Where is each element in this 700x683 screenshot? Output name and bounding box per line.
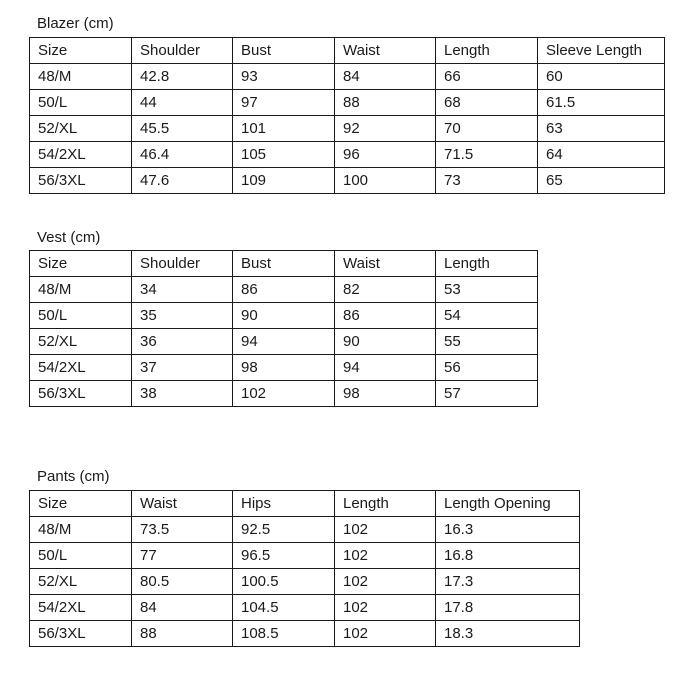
table-cell: 94 <box>233 329 335 355</box>
table-cell: 55 <box>436 329 538 355</box>
table-cell: 57 <box>436 381 538 407</box>
table-cell: 92 <box>335 116 436 142</box>
table-row <box>30 90 665 116</box>
table-cell: 102 <box>335 621 436 647</box>
table-row <box>30 168 665 194</box>
table-cell: 52/XL <box>30 116 132 142</box>
table-cell: 56/3XL <box>30 381 132 407</box>
table-cell: 100.5 <box>233 569 335 595</box>
table-cell: 109 <box>233 168 335 194</box>
column-header: Shoulder <box>132 38 233 64</box>
table-cell: 48/M <box>30 64 132 90</box>
table-cell: 80.5 <box>132 569 233 595</box>
table-cell: 54/2XL <box>30 595 132 621</box>
table-cell: 63 <box>538 116 665 142</box>
table-cell: 88 <box>132 621 233 647</box>
table-cell: 64 <box>538 142 665 168</box>
table-cell: 68 <box>436 90 538 116</box>
table-cell: 86 <box>233 277 335 303</box>
table-cell: 100 <box>335 168 436 194</box>
table-cell: 37 <box>132 355 233 381</box>
table-row <box>30 303 538 329</box>
table-row <box>30 142 665 168</box>
table-cell: 77 <box>132 543 233 569</box>
blazer-size-table <box>29 37 665 194</box>
column-header: Hips <box>233 491 335 517</box>
table-cell: 35 <box>132 303 233 329</box>
table-row <box>30 116 665 142</box>
table-cell: 54/2XL <box>30 142 132 168</box>
table-cell: 97 <box>233 90 335 116</box>
table-row <box>30 277 538 303</box>
table-cell: 44 <box>132 90 233 116</box>
table-cell: 108.5 <box>233 621 335 647</box>
table-cell: 90 <box>233 303 335 329</box>
table-cell: 94 <box>335 355 436 381</box>
table-cell: 16.8 <box>436 543 580 569</box>
table-cell: 34 <box>132 277 233 303</box>
column-header: Sleeve Length <box>538 38 665 64</box>
table-cell: 73 <box>436 168 538 194</box>
table-cell: 92.5 <box>233 517 335 543</box>
table-cell: 61.5 <box>538 90 665 116</box>
table-cell: 56/3XL <box>30 168 132 194</box>
column-header: Waist <box>335 38 436 64</box>
table-cell: 45.5 <box>132 116 233 142</box>
table-cell: 84 <box>335 64 436 90</box>
table-row <box>30 64 665 90</box>
vest-table-title: Vest (cm) <box>37 229 101 246</box>
blazer-table-title: Blazer (cm) <box>37 15 114 32</box>
table-cell: 60 <box>538 64 665 90</box>
vest-header-row <box>30 251 538 277</box>
column-header: Length Opening <box>436 491 580 517</box>
table-cell: 90 <box>335 329 436 355</box>
table-row <box>30 621 580 647</box>
table-cell: 56/3XL <box>30 621 132 647</box>
column-header: Size <box>30 491 132 517</box>
table-cell: 65 <box>538 168 665 194</box>
table-cell: 86 <box>335 303 436 329</box>
table-cell: 101 <box>233 116 335 142</box>
table-row <box>30 355 538 381</box>
table-cell: 105 <box>233 142 335 168</box>
column-header: Size <box>30 38 132 64</box>
table-row <box>30 569 580 595</box>
table-cell: 17.8 <box>436 595 580 621</box>
table-cell: 88 <box>335 90 436 116</box>
column-header: Waist <box>335 251 436 277</box>
table-row <box>30 329 538 355</box>
table-cell: 102 <box>335 517 436 543</box>
table-cell: 38 <box>132 381 233 407</box>
column-header: Length <box>436 251 538 277</box>
blazer-header-row <box>30 38 665 64</box>
table-cell: 66 <box>436 64 538 90</box>
pants-size-table <box>29 490 580 647</box>
table-row <box>30 381 538 407</box>
table-cell: 50/L <box>30 543 132 569</box>
pants-header-row <box>30 491 580 517</box>
table-cell: 17.3 <box>436 569 580 595</box>
column-header: Length <box>436 38 538 64</box>
table-cell: 98 <box>233 355 335 381</box>
table-cell: 53 <box>436 277 538 303</box>
table-cell: 93 <box>233 64 335 90</box>
table-cell: 104.5 <box>233 595 335 621</box>
table-cell: 54/2XL <box>30 355 132 381</box>
table-cell: 98 <box>335 381 436 407</box>
table-cell: 50/L <box>30 90 132 116</box>
table-cell: 73.5 <box>132 517 233 543</box>
vest-size-table <box>29 250 538 407</box>
table-cell: 71.5 <box>436 142 538 168</box>
column-header: Shoulder <box>132 251 233 277</box>
table-row <box>30 517 580 543</box>
table-row <box>30 543 580 569</box>
column-header: Waist <box>132 491 233 517</box>
table-cell: 102 <box>233 381 335 407</box>
table-cell: 16.3 <box>436 517 580 543</box>
table-cell: 54 <box>436 303 538 329</box>
table-cell: 70 <box>436 116 538 142</box>
column-header: Length <box>335 491 436 517</box>
column-header: Bust <box>233 38 335 64</box>
table-cell: 96.5 <box>233 543 335 569</box>
table-row <box>30 595 580 621</box>
table-cell: 52/XL <box>30 329 132 355</box>
table-cell: 48/M <box>30 517 132 543</box>
table-cell: 52/XL <box>30 569 132 595</box>
table-cell: 46.4 <box>132 142 233 168</box>
table-cell: 18.3 <box>436 621 580 647</box>
table-cell: 50/L <box>30 303 132 329</box>
pants-table-title: Pants (cm) <box>37 468 110 485</box>
table-cell: 102 <box>335 543 436 569</box>
table-cell: 56 <box>436 355 538 381</box>
table-cell: 96 <box>335 142 436 168</box>
table-cell: 42.8 <box>132 64 233 90</box>
table-cell: 82 <box>335 277 436 303</box>
table-cell: 102 <box>335 569 436 595</box>
column-header: Size <box>30 251 132 277</box>
table-cell: 102 <box>335 595 436 621</box>
table-cell: 84 <box>132 595 233 621</box>
table-cell: 36 <box>132 329 233 355</box>
table-cell: 48/M <box>30 277 132 303</box>
table-cell: 47.6 <box>132 168 233 194</box>
column-header: Bust <box>233 251 335 277</box>
